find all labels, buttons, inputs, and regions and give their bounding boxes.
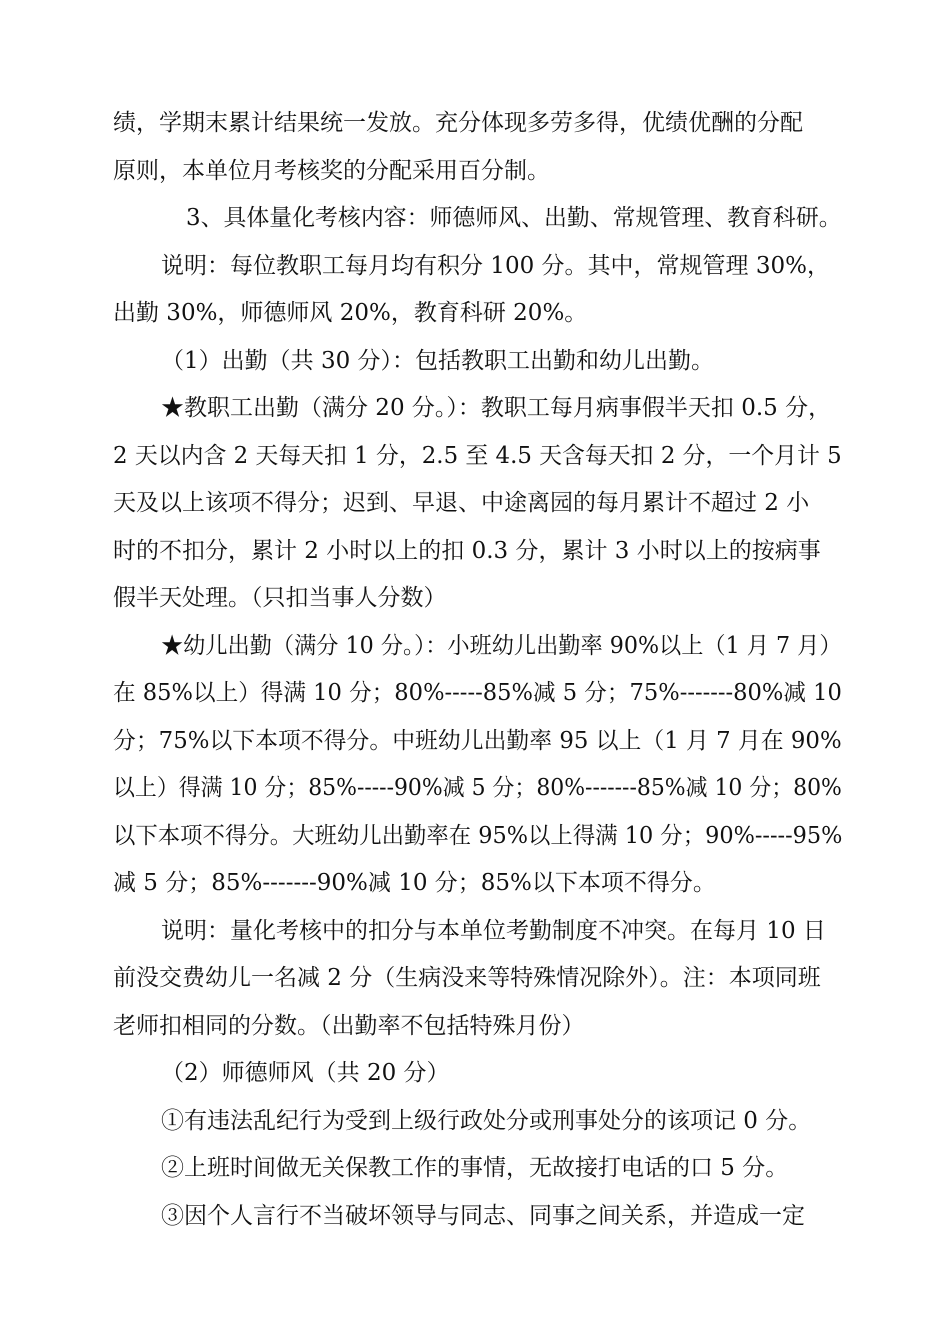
paragraph-line: 出勤 30%，师德师风 20%，教育科研 20%。 xyxy=(113,300,588,326)
paragraph-line: 以上）得满 10 分；85%-----90%减 5 分；80%-------85%减 10 分；80% xyxy=(113,775,842,801)
paragraph-line: 假半天处理。（只扣当事人分数） xyxy=(113,585,447,611)
paragraph-line: （1）出勤（共 30 分）：包括教职工出勤和幼儿出勤。 xyxy=(161,348,715,374)
paragraph-line: 减 5 分；85%-------90%减 10 分；85%以下本项不得分。 xyxy=(113,870,716,896)
paragraph-line: 2 天以内含 2 天每天扣 1 分，2.5 至 4.5 天含每天扣 2 分，一个月计 5 xyxy=(113,443,842,469)
paragraph-line: 说明：量化考核中的扣分与本单位考勤制度不冲突。在每月 10 日 xyxy=(161,918,826,944)
paragraph-line: （2）师德师风（共 20 分） xyxy=(161,1060,450,1086)
paragraph-line: ★幼儿出勤（满分 10 分。）：小班幼儿出勤率 90%以上（1 月 7 月） xyxy=(161,633,842,659)
paragraph-line: 时的不扣分，累计 2 小时以上的扣 0.3 分，累计 3 小时以上的按病事 xyxy=(113,538,821,564)
paragraph-line: 老师扣相同的分数。（出勤率不包括特殊月份） xyxy=(113,1013,585,1039)
paragraph-line: 在 85%以上）得满 10 分；80%-----85%减 5 分；75%-------80%减 10 xyxy=(113,680,842,706)
paragraph-line: 绩，学期末累计结果统一发放。充分体现多劳多得，优绩优酬的分配 xyxy=(113,110,803,136)
paragraph-line: 以下本项不得分。大班幼儿出勤率在 95%以上得满 10 分；90%-----95% xyxy=(113,823,843,849)
paragraph-line: 说明：每位教职工每月均有积分 100 分。其中，常规管理 30%， xyxy=(161,253,830,279)
paragraph-line: ③因个人言行不当破坏领导与同志、同事之间关系，并造成一定 xyxy=(161,1203,805,1229)
paragraph-line: 前没交费幼儿一名减 2 分（生病没来等特殊情况除外）。注：本项同班 xyxy=(113,965,821,991)
paragraph-line: 原则，本单位月考核奖的分配采用百分制。 xyxy=(113,158,550,184)
paragraph-line: ①有违法乱纪行为受到上级行政处分或刑事处分的该项记 0 分。 xyxy=(161,1108,812,1134)
paragraph-line: 天及以上该项不得分；迟到、早退、中途离园的每月累计不超过 2 小 xyxy=(113,490,810,516)
paragraph-line: 3、具体量化考核内容：师德师风、出勤、常规管理、教育科研。 xyxy=(186,205,842,231)
paragraph-line: 分；75%以下本项不得分。中班幼儿出勤率 95 以上（1 月 7 月在 90% xyxy=(113,728,842,754)
paragraph-line: ②上班时间做无关保教工作的事情，无故接打电话的口 5 分。 xyxy=(161,1155,789,1181)
paragraph-line: ★教职工出勤（满分 20 分。）：教职工每月病事假半天扣 0.5 分， xyxy=(161,395,832,421)
